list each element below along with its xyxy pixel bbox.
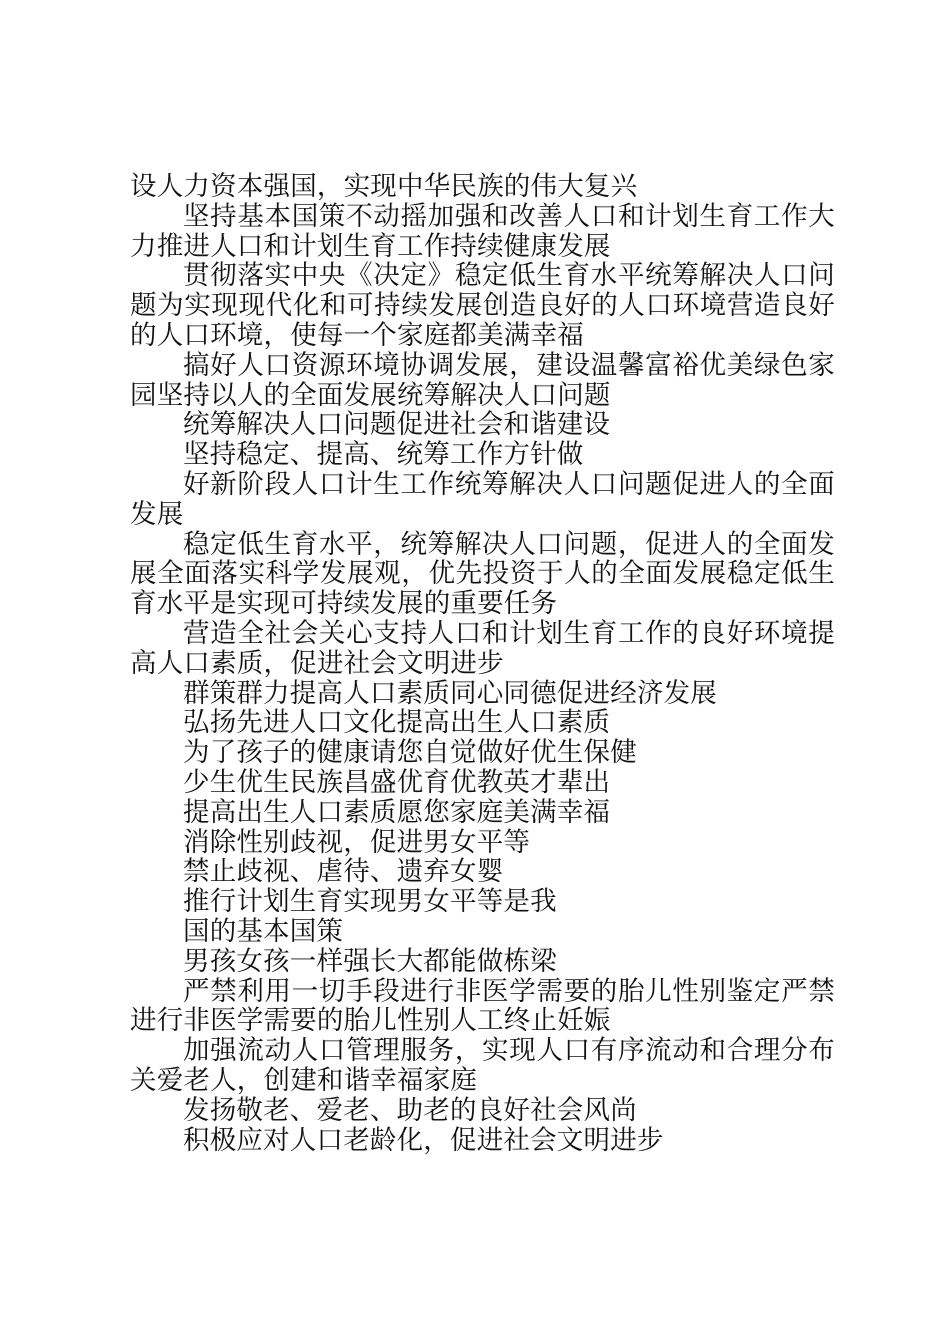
paragraph: 严禁利用一切手段进行非医学需要的胎儿性别鉴定严禁进行非医学需要的胎儿性别人工终止妊娠: [130, 975, 835, 1037]
paragraph: 稳定低生育水平，统筹解决人口问题，促进人的全面发展全面落实科学发展观，优先投资于人的全面发展稳定低生育水平是实现可持续发展的重要任务: [130, 528, 835, 620]
paragraph: 坚持稳定、提高、统筹工作方针做: [183, 439, 584, 471]
paragraph: 推行计划生育实现男女平等是我: [183, 886, 557, 918]
paragraph: 搞好人口资源环境协调发展，建设温馨富裕优美绿色家园坚持以人的全面发展统筹解决人口问题: [130, 349, 835, 411]
paragraph: 提高出生人口素质愿您家庭美满幸福: [183, 796, 611, 828]
paragraph: 加强流动人口管理服务，实现人口有序流动和合理分布关爱老人，创建和谐幸福家庭: [130, 1035, 835, 1096]
paragraph: 积极应对人口老龄化，促进社会文明进步: [183, 1124, 664, 1156]
paragraph: 消除性别歧视，促进男女平等: [183, 826, 531, 858]
paragraph: 国的基本国策: [183, 915, 344, 947]
paragraph: 营造全社会关心支持人口和计划生育工作的良好环境提高人口素质，促进社会文明进步: [130, 617, 835, 679]
paragraph: 贯彻落实中央《决定》稳定低生育水平统筹解决人口问题为实现现代化和可持续发展创造良好的人口环境营造良好的人口环境，使每一个家庭都美满幸福: [130, 260, 835, 351]
paragraph: 坚持基本国策不动摇加强和改善人口和计划生育工作大力推进人口和计划生育工作持续健康发展: [130, 200, 835, 262]
document-page: [130, 172, 835, 1155]
paragraph: 弘扬先进人口文化提高出生人口素质: [183, 707, 611, 739]
paragraph: 为了孩子的健康请您自觉做好优生保健: [183, 737, 637, 769]
paragraph: 少生优生民族昌盛优育优教英才辈出: [183, 766, 611, 798]
paragraph: 设人力资本强国，实现中华民族的伟大复兴: [130, 171, 638, 202]
paragraph: 群策群力提高人口素质同心同德促进经济发展: [183, 677, 717, 709]
paragraph: 发扬敬老、爱老、助老的良好社会风尚: [183, 1094, 637, 1126]
paragraph: 好新阶段人口计生工作统筹解决人口问题促进人的全面发展: [130, 468, 835, 530]
paragraph: 禁止歧视、虐待、遗弃女婴: [183, 856, 504, 888]
paragraph: 男孩女孩一样强长大都能做栋梁: [183, 945, 557, 977]
paragraph: 统筹解决人口问题促进社会和谐建设: [183, 409, 611, 441]
